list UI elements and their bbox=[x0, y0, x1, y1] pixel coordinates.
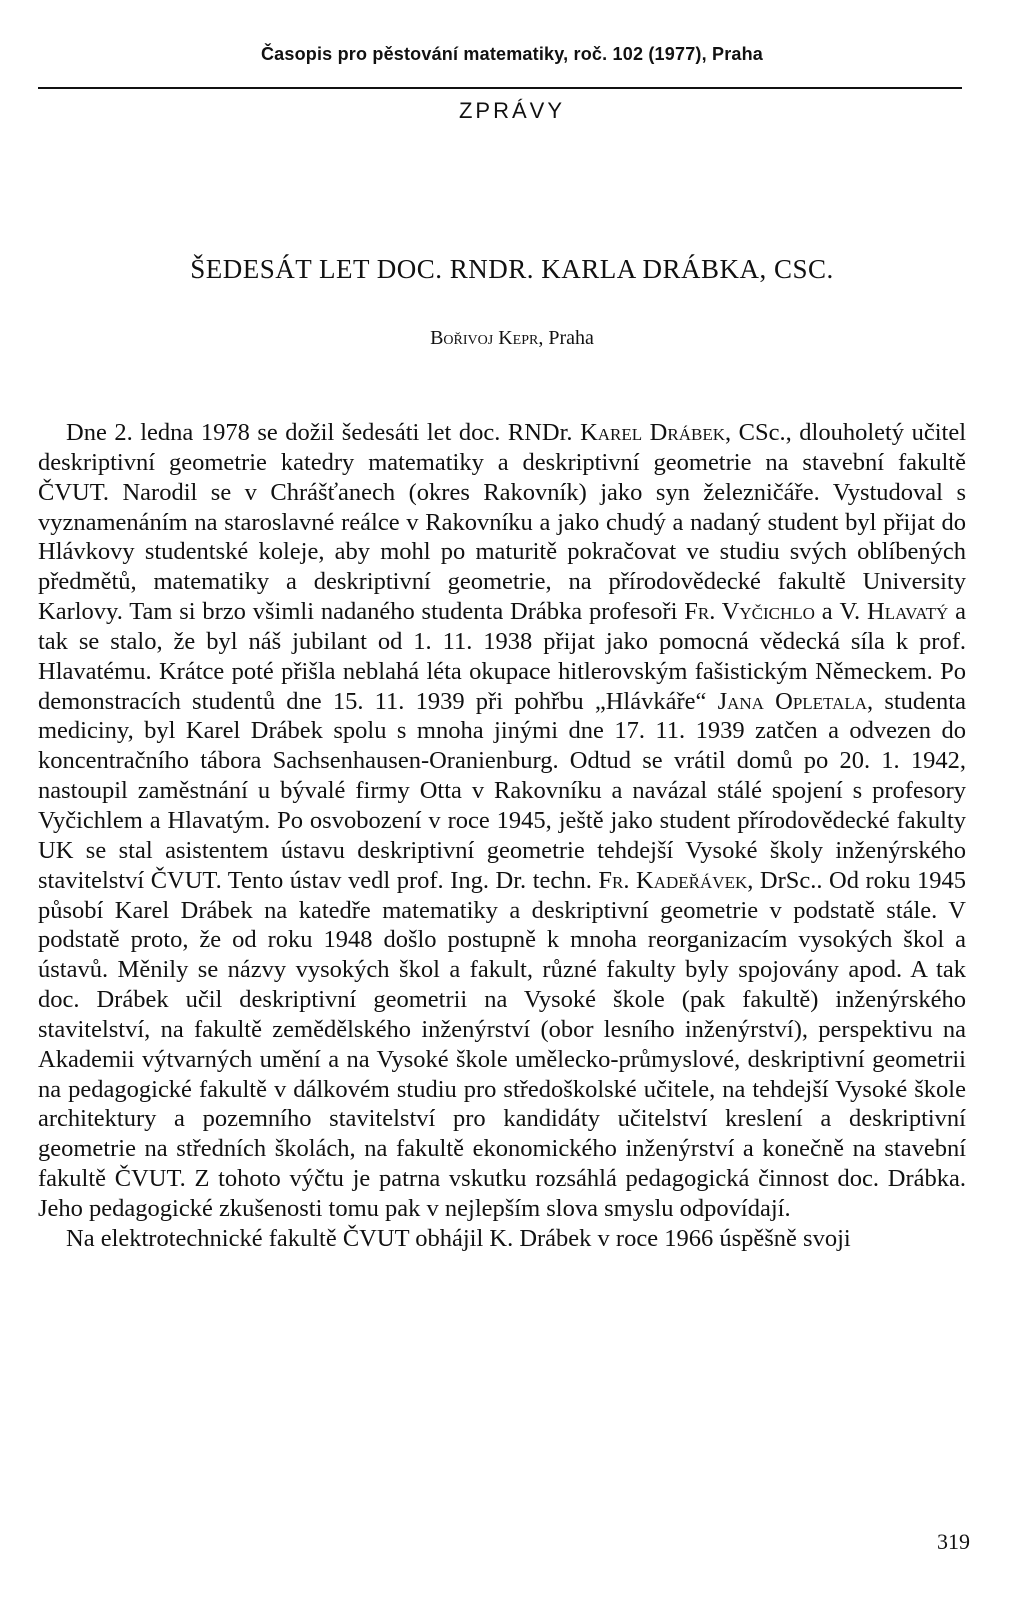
person-name: V. Hlavatý bbox=[839, 598, 949, 626]
text-run: , studenta mediciny, byl Karel Drábek spolu s mnoha jinými dne 17. 11. 1939 zatčen a odvezen do koncentračního tábora Sachsenhausen-Oranienburg. Odtud se vrátil domů po 20. 1. 1942, nastoupil zaměstnání u bývalé firmy Otta v Rakovníku a navázal stálé spojení s profesory Vyčichlem a Hlavatým. Po osvobození v roce 1945, ještě jako student přírodovědecké fakulty UK se stal asistentem ústavu deskriptivní geometrie tehdejší Vysoké školy inženýrského stavitelství ČVUT. Tento ústav vedl prof. Ing. Dr. techn. bbox=[38, 687, 966, 894]
text-run: a bbox=[814, 598, 840, 626]
person-name: Fr. Vyčichlo bbox=[684, 598, 815, 626]
paragraph bbox=[38, 418, 966, 1224]
article-title: ŠEDESÁT LET DOC. RNDR. KARLA DRÁBKA, CSC. bbox=[190, 254, 834, 284]
section-title: ZPRÁVY bbox=[458, 98, 566, 123]
text-run: Dne 2. ledna 1978 se dožil šedesáti let doc. RNDr. bbox=[66, 419, 581, 446]
author-place: , Praha bbox=[538, 327, 594, 349]
person-name: Karel Drábek bbox=[580, 419, 725, 446]
text-run: , CSc., dlouholetý učitel deskriptivní geometrie katedry matematiky a deskriptivní geometrie na stavební fakultě ČVUT. Narodil se v Chrášťanech (okres Rakovník) jako syn železničáře. Vystudoval s vyznamenáním na staroslavné reálce v Rakovníku a jako chudý a nadaný student byl přijat do Hlávkovy studentské koleje, aby mohl po maturitě pokračovat ve studiu svých oblíbených předmětů, matematiky a deskriptivní geometrie, na přírodovědecké fakultě University Karlovy. Tam si brzo všimli nadaného studenta Drábka profesoři bbox=[38, 419, 966, 626]
person-name: Jana Opletala bbox=[717, 687, 868, 715]
author-line bbox=[0, 327, 1024, 350]
page-number: 319 bbox=[937, 1529, 970, 1554]
article-body bbox=[38, 418, 966, 1254]
running-head: Časopis pro pěstování matematiky, roč. 102 (1977), Praha bbox=[260, 44, 764, 64]
author-name: Bořivoj Kepr bbox=[430, 327, 539, 349]
paragraph: Na elektrotechnické fakultě ČVUT obhájil K. Drábek v roce 1966 úspěšně svoji bbox=[66, 1224, 851, 1252]
text-run: , DrSc.. Od roku 1945 působí Karel Drábek na katedře matematiky a deskriptivní geometrie v podstatě stále. V podstatě proto, že od roku 1948 došlo postupně k mnoha reorganizacím vysokých škol a ústavů. Měnily se názvy vysokých škol a fakult, různé fakulty byly spojovány apod. A tak doc. Drábek učil deskriptivní geometrii na Vysoké škole (pak fakultě) inženýrského stavitelství, na fakultě zemědělského inženýrství (obor lesního inženýrství), perspektivu na Akademii výtvarných umění a na Vysoké škole umělecko-průmyslové, deskriptivní geometrii na pedagogické fakultě v dálkovém studiu pro středoškolské učitele, na tehdejší Vysoké škole architektury a pozemního stavitelství pro kandidáty učitelství kreslení a deskriptivní geometrie na středních školách, na fakultě ekonomického inženýrství a konečně na stavební fakultě ČVUT. Z tohoto výčtu je patrna vskutku rozsáhlá pedagogická činnost doc. Drábka. Jeho pedagogické zkušenosti tomu pak v nejlepším slova smyslu odpovídají. bbox=[38, 866, 966, 1222]
text-run: a tak se stalo, že byl náš jubilant od 1. 11. 1938 přijat jako pomocná vědecká síla k prof. Hlavatému. Krátce poté přišla neblahá léta okupace hitlerovským fašistickým Německem. Po demonstracích studentů dne 15. 11. 1939 při pohřbu „Hlávkáře“ bbox=[38, 598, 967, 715]
header-rule bbox=[38, 87, 962, 89]
person-name: Fr. Kadeřávek bbox=[598, 866, 748, 894]
